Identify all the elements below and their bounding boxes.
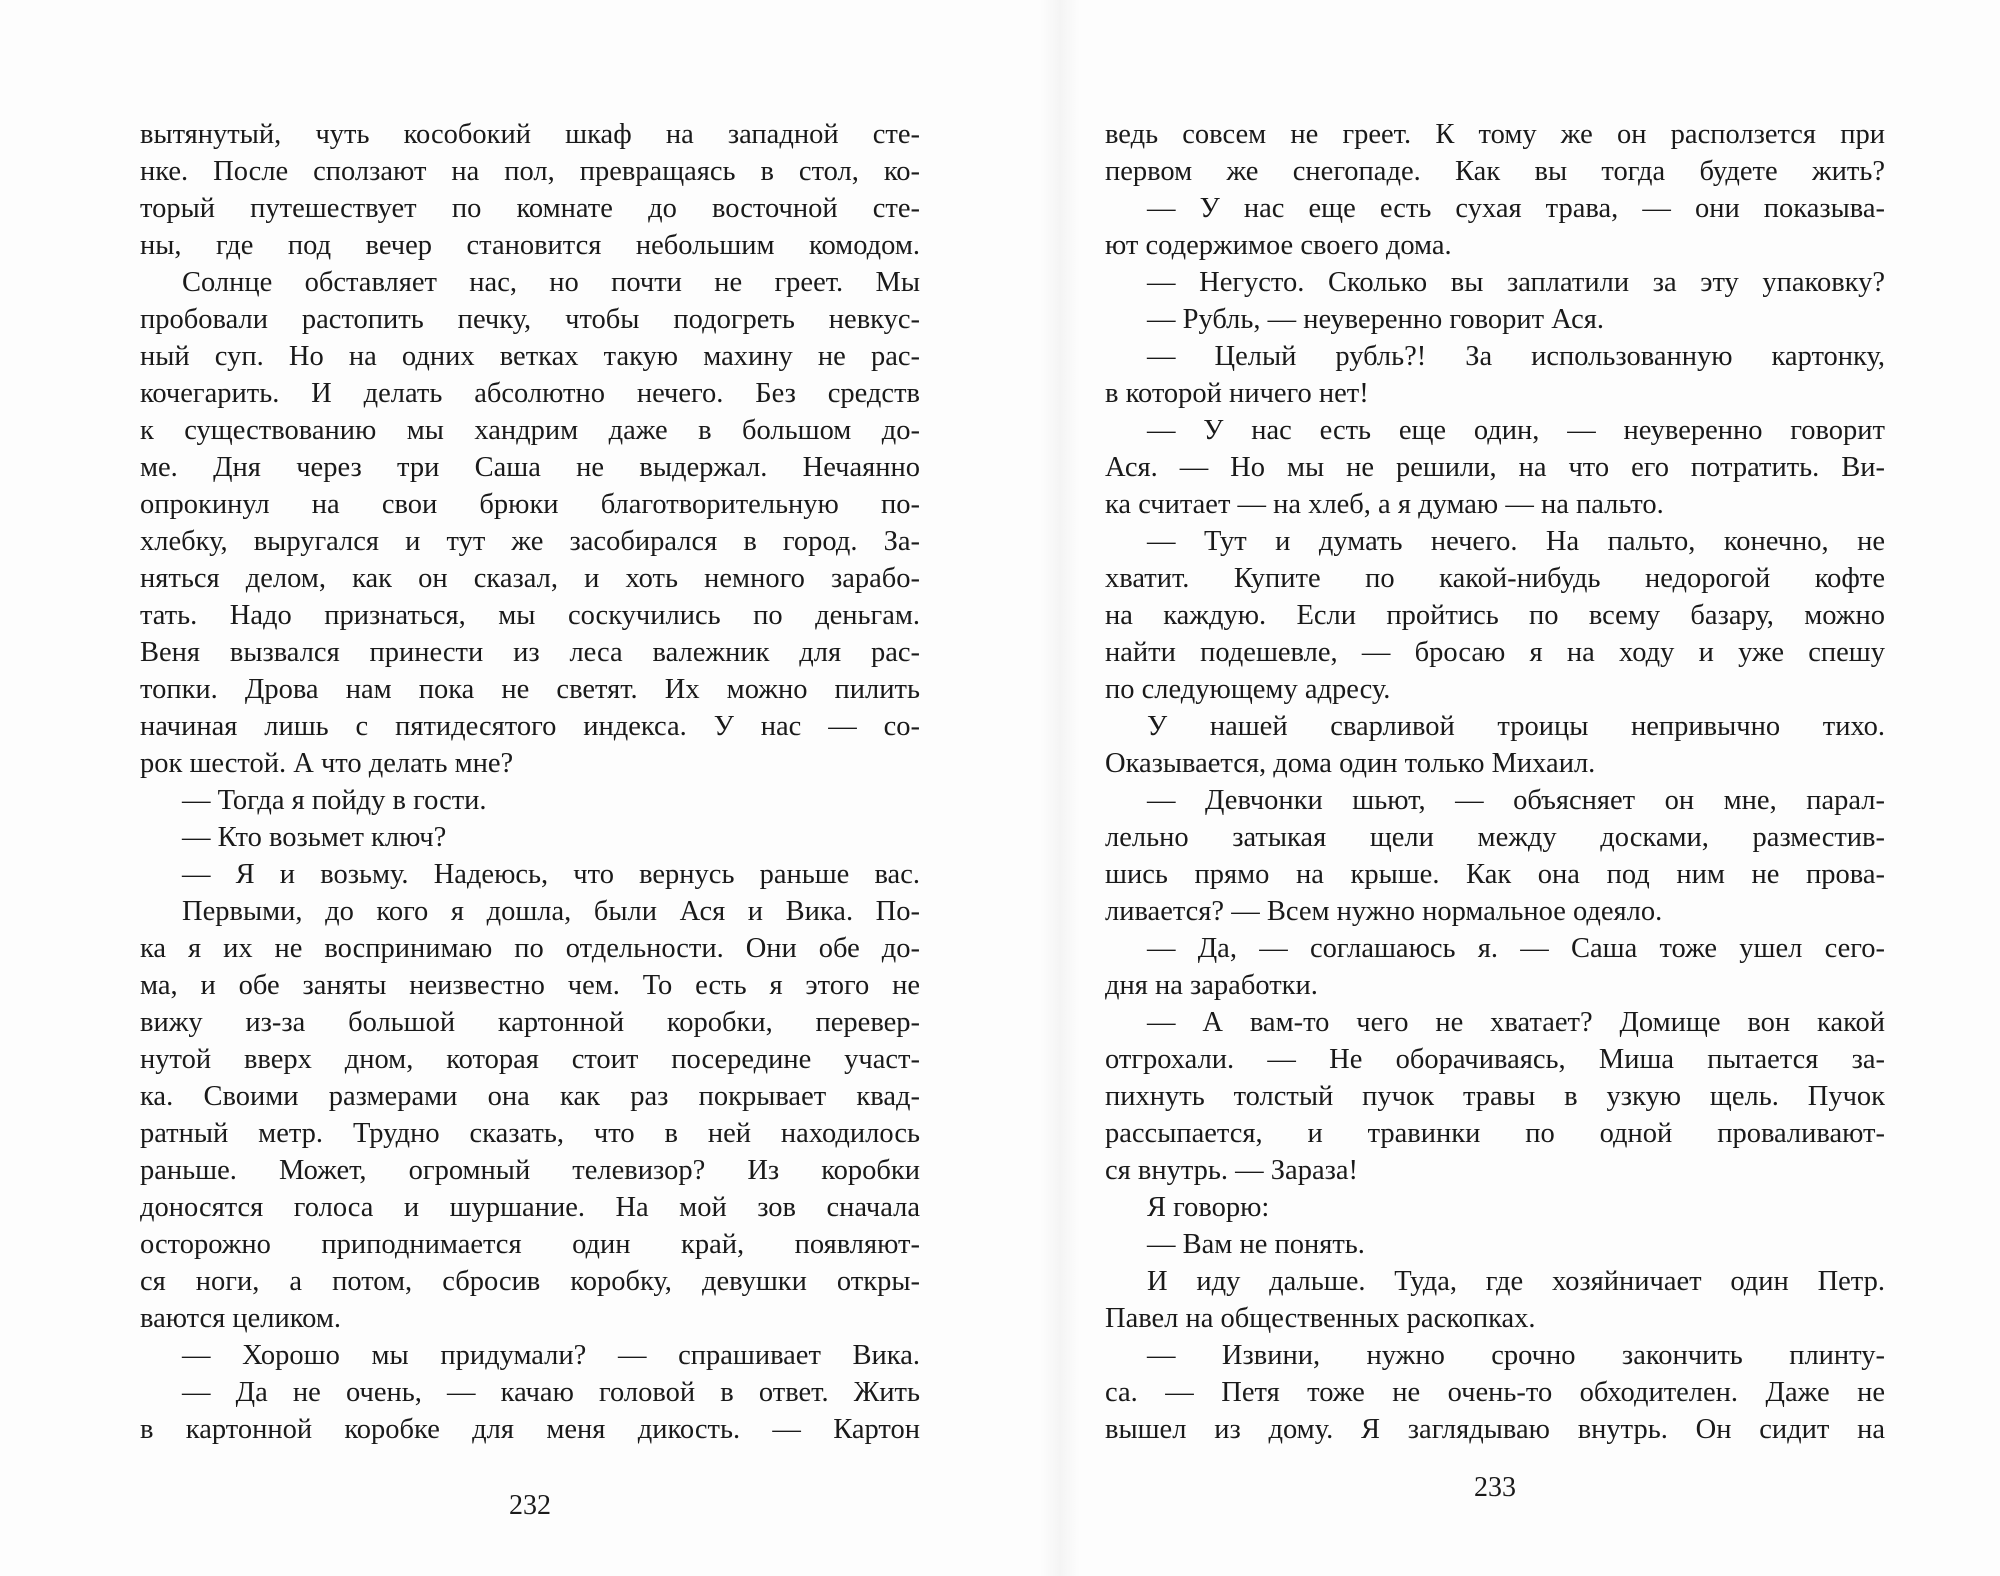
text-line: У нашей сварливой троицы непривычно тихо. <box>1147 711 1885 742</box>
text-line: первом же снегопаде. Как вы тогда будете жить? <box>1105 156 1885 187</box>
text-line: Оказывается, дома один только Михаил. <box>1105 748 1596 779</box>
text-line: ратный метр. Трудно сказать, что в ней находилось <box>140 1118 920 1149</box>
text-line: пробовали растопить печку, чтобы подогреть невкус- <box>140 304 920 335</box>
text-line: ваются целиком. <box>140 1303 341 1334</box>
text-line: торый путешествует по комнате до восточной сте- <box>140 193 920 224</box>
text-line: ют содержимое своего дома. <box>1105 230 1452 261</box>
page-gutter <box>1040 0 1080 1576</box>
text-line: вытянутый, чуть кособокий шкаф на западной сте- <box>140 119 920 150</box>
text-line: к существованию мы хандрим даже в большом до- <box>140 415 920 446</box>
text-line: отгрохали. — Не оборачиваясь, Миша пытается за- <box>1105 1044 1885 1075</box>
text-line: кочегарить. И делать абсолютно нечего. Без средств <box>140 378 920 409</box>
text-line: ведь совсем не греет. К тому же он расползется при <box>1105 119 1885 150</box>
text-line: ка я их не воспринимаю по отдельности. Они обе до- <box>140 933 920 964</box>
text-line: Солнце обставляет нас, но почти не греет. Мы <box>182 267 920 298</box>
text-line: тать. Надо признаться, мы соскучились по деньгам. <box>140 600 920 631</box>
text-line: вышел из дому. Я заглядываю внутрь. Он сидит на <box>1105 1414 1885 1445</box>
text-line: — У нас еще есть сухая трава, — они показыва- <box>1147 193 1885 224</box>
text-line: найти подешевле, — бросаю я на ходу и уже спешу <box>1105 637 1885 668</box>
text-line: — У нас есть еще один, — неуверенно говорит <box>1147 415 1885 446</box>
text-line: шись прямо на крыше. Как она под ним не прова- <box>1105 859 1885 890</box>
text-line: Павел на общественных раскопках. <box>1105 1303 1536 1334</box>
text-line: Веня вызвался принести из леса валежник для рас- <box>140 637 920 668</box>
text-line: — Тут и думать нечего. На пальто, конечно, не <box>1147 526 1885 557</box>
text-line: — Да не очень, — качаю головой в ответ. Жить <box>182 1377 920 1408</box>
text-line: ка. Своими размерами она как раз покрывает квад- <box>140 1081 920 1112</box>
text-line: ся ноги, а потом, сбросив коробку, девушки откры- <box>140 1266 920 1297</box>
text-line: — Девчонки шьют, — объясняет он мне, парал- <box>1147 785 1885 816</box>
right-page <box>1105 116 1885 1448</box>
right-page-text <box>1105 116 1885 1448</box>
text-line: рассыпается, и травинки по одной проваливают- <box>1105 1118 1885 1149</box>
text-line: — Рубль, — неуверенно говорит Ася. <box>1147 304 1604 335</box>
text-line: осторожно приподнимается один край, появляют- <box>140 1229 920 1260</box>
text-line: раньше. Может, огромный телевизор? Из коробки <box>140 1155 920 1186</box>
text-line: ный суп. Но на одних ветках такую махину не рас- <box>140 341 920 372</box>
text-line: в картонной коробке для меня дикость. — Картон <box>140 1414 920 1445</box>
text-line: доносятся голоса и шуршание. На мой зов сначала <box>140 1192 920 1223</box>
left-page-number: 232 <box>509 1490 551 1521</box>
text-line: — Тогда я пойду в гости. <box>182 785 487 816</box>
text-line: — Кто возьмет ключ? <box>182 822 447 853</box>
text-line: начиная лишь с пятидесятого индекса. У нас — со- <box>140 711 920 742</box>
text-line: в которой ничего нет! <box>1105 378 1369 409</box>
text-line: топки. Дрова нам пока не светят. Их можно пилить <box>140 674 920 705</box>
text-line: — Я и возьму. Надеюсь, что вернусь раньше вас. <box>182 859 920 890</box>
text-line: нке. После сползают на пол, превращаясь в стол, ко- <box>140 156 920 187</box>
text-line: ливается? — Всем нужно нормальное одеяло. <box>1105 896 1663 927</box>
text-line: ка считает — на хлеб, а я думаю — на пальто. <box>1105 489 1664 520</box>
text-line: ма, и обе заняты неизвестно чем. То есть я этого не <box>140 970 920 1001</box>
text-line: — Целый рубль?! За использованную картонку, <box>1147 341 1885 372</box>
right-page-number: 233 <box>1474 1472 1516 1503</box>
text-line: Первыми, до кого я дошла, были Ася и Вика. По- <box>182 896 920 927</box>
text-line: — Негусто. Сколько вы заплатили за эту упаковку? <box>1147 267 1885 298</box>
text-line: пихнуть толстый пучок травы в узкую щель. Пучок <box>1105 1081 1885 1112</box>
text-line: — Извини, нужно срочно закончить плинту- <box>1147 1340 1885 1371</box>
text-line: ме. Дня через три Саша не выдержал. Нечаянно <box>140 452 920 483</box>
text-line: ны, где под вечер становится небольшим комодом. <box>140 230 920 261</box>
text-line: по следующему адресу. <box>1105 674 1391 705</box>
text-line: ся внутрь. — Зараза! <box>1105 1155 1358 1186</box>
text-line: Ася. — Но мы не решили, на что его потратить. Ви- <box>1105 452 1885 483</box>
left-page <box>140 116 920 1448</box>
text-line: — Да, — соглашаюсь я. — Саша тоже ушел сего- <box>1147 933 1885 964</box>
text-line: хлебку, выругался и тут же засобирался в город. За- <box>140 526 920 557</box>
text-line: са. — Петя тоже не очень-то обходителен. Даже не <box>1105 1377 1885 1408</box>
text-line: на каждую. Если пройтись по всему базару, можно <box>1105 600 1885 631</box>
text-line: Я говорю: <box>1147 1192 1270 1223</box>
text-line: няться делом, как он сказал, и хоть немного зарабо- <box>140 563 920 594</box>
text-line: рок шестой. А что делать мне? <box>140 748 514 779</box>
text-line: хватит. Купите по какой-нибудь недорогой кофте <box>1105 563 1885 594</box>
text-line: И иду дальше. Туда, где хозяйничает один Петр. <box>1147 1266 1885 1297</box>
left-page-text <box>140 116 920 1448</box>
text-line: нутой вверх дном, которая стоит посередине участ- <box>140 1044 920 1075</box>
text-line: — А вам-то чего не хватает? Домище вон какой <box>1147 1007 1885 1038</box>
text-line: — Хорошо мы придумали? — спрашивает Вика. <box>182 1340 920 1371</box>
text-line: вижу из-за большой картонной коробки, перевер- <box>140 1007 920 1038</box>
text-line: дня на заработки. <box>1105 970 1318 1001</box>
text-line: — Вам не понять. <box>1147 1229 1365 1260</box>
text-line: опрокинул на свои брюки благотворительную по- <box>140 489 920 520</box>
text-line: лельно затыкая щели между досками, разместив- <box>1105 822 1885 853</box>
